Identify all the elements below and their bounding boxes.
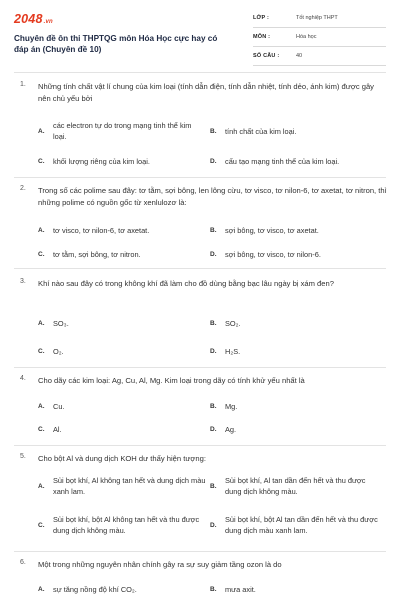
option-text: Cu. [53, 402, 65, 411]
option-b[interactable] [210, 475, 386, 499]
meta-label: MÔN : [253, 34, 271, 40]
option-text: tính chất của kim loại. [225, 127, 297, 136]
option-letter: A. [38, 320, 45, 327]
option-b[interactable] [210, 126, 386, 138]
option-text: O₂. [53, 347, 64, 356]
option-letter: A. [38, 586, 45, 593]
question-number: 6. [20, 559, 26, 566]
option-text: khối lượng riêng của kim loại. [53, 157, 150, 166]
option-letter: C. [38, 426, 45, 433]
option-text: Mg. [225, 402, 238, 411]
option-text: Al. [53, 425, 62, 434]
divider [14, 551, 386, 552]
option-d[interactable] [210, 514, 386, 538]
option-b[interactable] [210, 584, 386, 596]
option-d[interactable] [210, 424, 386, 436]
option-letter: B. [210, 483, 217, 490]
question-4 [20, 375, 386, 445]
divider [14, 72, 386, 73]
question-text: Trong số các polime sau đây: tơ tằm, sợi bông, len lông cừu, tơ visco, tơ nilon-6, tơ axetat, tơ nitron, thì những polime có nguồn gốc từ xenlulozơ là: [38, 186, 387, 207]
question-text: Một trong những nguyên nhân chính gây ra sự suy giảm tầng ozon là do [38, 560, 282, 569]
option-letter: D. [210, 426, 217, 433]
option-letter: D. [210, 348, 217, 355]
option-a[interactable] [38, 584, 213, 596]
question-5 [20, 453, 386, 553]
option-letter: B. [210, 227, 217, 234]
option-letter: C. [38, 348, 45, 355]
option-b[interactable] [210, 318, 386, 330]
option-a[interactable] [38, 225, 213, 237]
meta-label: SỐ CÂU : [253, 53, 280, 59]
option-text: mưa axit. [225, 585, 256, 594]
option-letter: D. [210, 522, 217, 529]
option-c[interactable] [38, 249, 213, 261]
option-text: Sủi bọt khí, bột Al không tan hết và thu được dung dịch không màu. [53, 515, 200, 535]
question-2 [20, 185, 386, 270]
option-text: sợi bông, tơ visco, tơ axetat. [225, 226, 319, 235]
meta-value: Tốt nghiệp THPT [296, 15, 338, 21]
divider [14, 177, 386, 178]
option-text: tơ tằm, sợi bông, tơ nitron. [53, 250, 141, 259]
option-text: sự tăng nồng độ khí CO₂. [53, 585, 137, 594]
option-a[interactable] [38, 120, 213, 144]
option-text: SO₂. [225, 319, 241, 328]
option-text: Sủi bọt khí, Al không tan hết và dung dịch màu xanh lam. [53, 476, 206, 496]
document-title: Chuyên đề ôn thi THPTQG môn Hóa Học cực hay có đáp án (Chuyên đề 10) [14, 34, 218, 54]
option-d[interactable] [210, 156, 386, 168]
divider [14, 268, 386, 269]
option-c[interactable] [38, 156, 213, 168]
question-text: Cho dãy các kim loại: Ag, Cu, Al, Mg. Kim loại trong dãy có tính khử yếu nhất là [38, 376, 305, 385]
option-text: Sủi bọt khí, bột Al tan dần đến hết và thu được dung dịch màu xanh lam. [225, 515, 378, 535]
logo-sub: .vn [43, 19, 53, 25]
option-letter: C. [38, 522, 45, 529]
question-number: 3. [20, 278, 26, 285]
option-letter: C. [38, 251, 45, 258]
option-a[interactable] [38, 475, 213, 499]
divider [14, 445, 386, 446]
option-text: Ag. [225, 425, 237, 434]
option-b[interactable] [210, 225, 386, 237]
divider [14, 367, 386, 368]
question-1 [20, 81, 386, 176]
option-letter: B. [210, 586, 217, 593]
meta-value: Hóa học [296, 34, 317, 40]
question-number: 5. [20, 453, 26, 460]
option-letter: B. [210, 320, 217, 327]
option-letter: C. [38, 158, 45, 165]
question-number: 4. [20, 375, 26, 382]
option-d[interactable] [210, 249, 386, 261]
option-c[interactable] [38, 514, 213, 538]
question-number: 1. [20, 81, 26, 88]
option-letter: B. [210, 403, 217, 410]
option-letter: A. [38, 227, 45, 234]
option-letter: A. [38, 483, 45, 490]
option-text: Sủi bọt khí, Al tan dần đến hết và thu được dung dịch không màu. [225, 476, 366, 496]
option-text: các electron tự do trong mạng tinh thể kim loại. [53, 121, 192, 141]
option-a[interactable] [38, 318, 213, 330]
option-letter: D. [210, 158, 217, 165]
question-text: Cho bột Al và dung dịch KOH dư thấy hiện tượng: [38, 454, 206, 463]
question-text: Những tính chất vật lí chung của kim loại (tính dẫn điện, tính dẫn nhiệt, tính dẻo, ánh kim) được gây nên chủ yếu bởi [38, 82, 374, 103]
meta-info [253, 10, 386, 67]
option-b[interactable] [210, 401, 386, 413]
option-text: H₂S. [225, 347, 241, 356]
option-letter: A. [38, 403, 45, 410]
option-letter: D. [210, 251, 217, 258]
meta-label: LỚP : [253, 15, 269, 21]
meta-value: 40 [296, 53, 303, 59]
worksheet-header [14, 10, 386, 65]
question-3 [20, 278, 386, 366]
option-c[interactable] [38, 346, 213, 358]
option-text: tơ visco, tơ nilon-6, tơ axetat. [53, 226, 150, 235]
option-d[interactable] [210, 346, 386, 358]
option-letter: B. [210, 128, 217, 135]
question-6 [20, 559, 386, 599]
option-text: sợi bông, tơ visco, tơ nilon-6. [225, 250, 321, 259]
meta-row-class [253, 10, 386, 28]
logo-main: 2048 [14, 12, 43, 26]
question-text: Khí nào sau đây có trong không khí đã làm cho đồ dùng bằng bạc lâu ngày bị xám đen? [38, 279, 334, 288]
option-letter: A. [38, 128, 45, 135]
option-c[interactable] [38, 424, 213, 436]
question-number: 2. [20, 185, 26, 192]
option-text: cấu tạo mạng tinh thể của kim loại. [225, 157, 340, 166]
option-text: SO₃. [53, 319, 69, 328]
meta-row-subject [253, 29, 386, 47]
site-logo[interactable] [14, 12, 53, 26]
option-a[interactable] [38, 401, 213, 413]
meta-row-count [253, 48, 386, 66]
